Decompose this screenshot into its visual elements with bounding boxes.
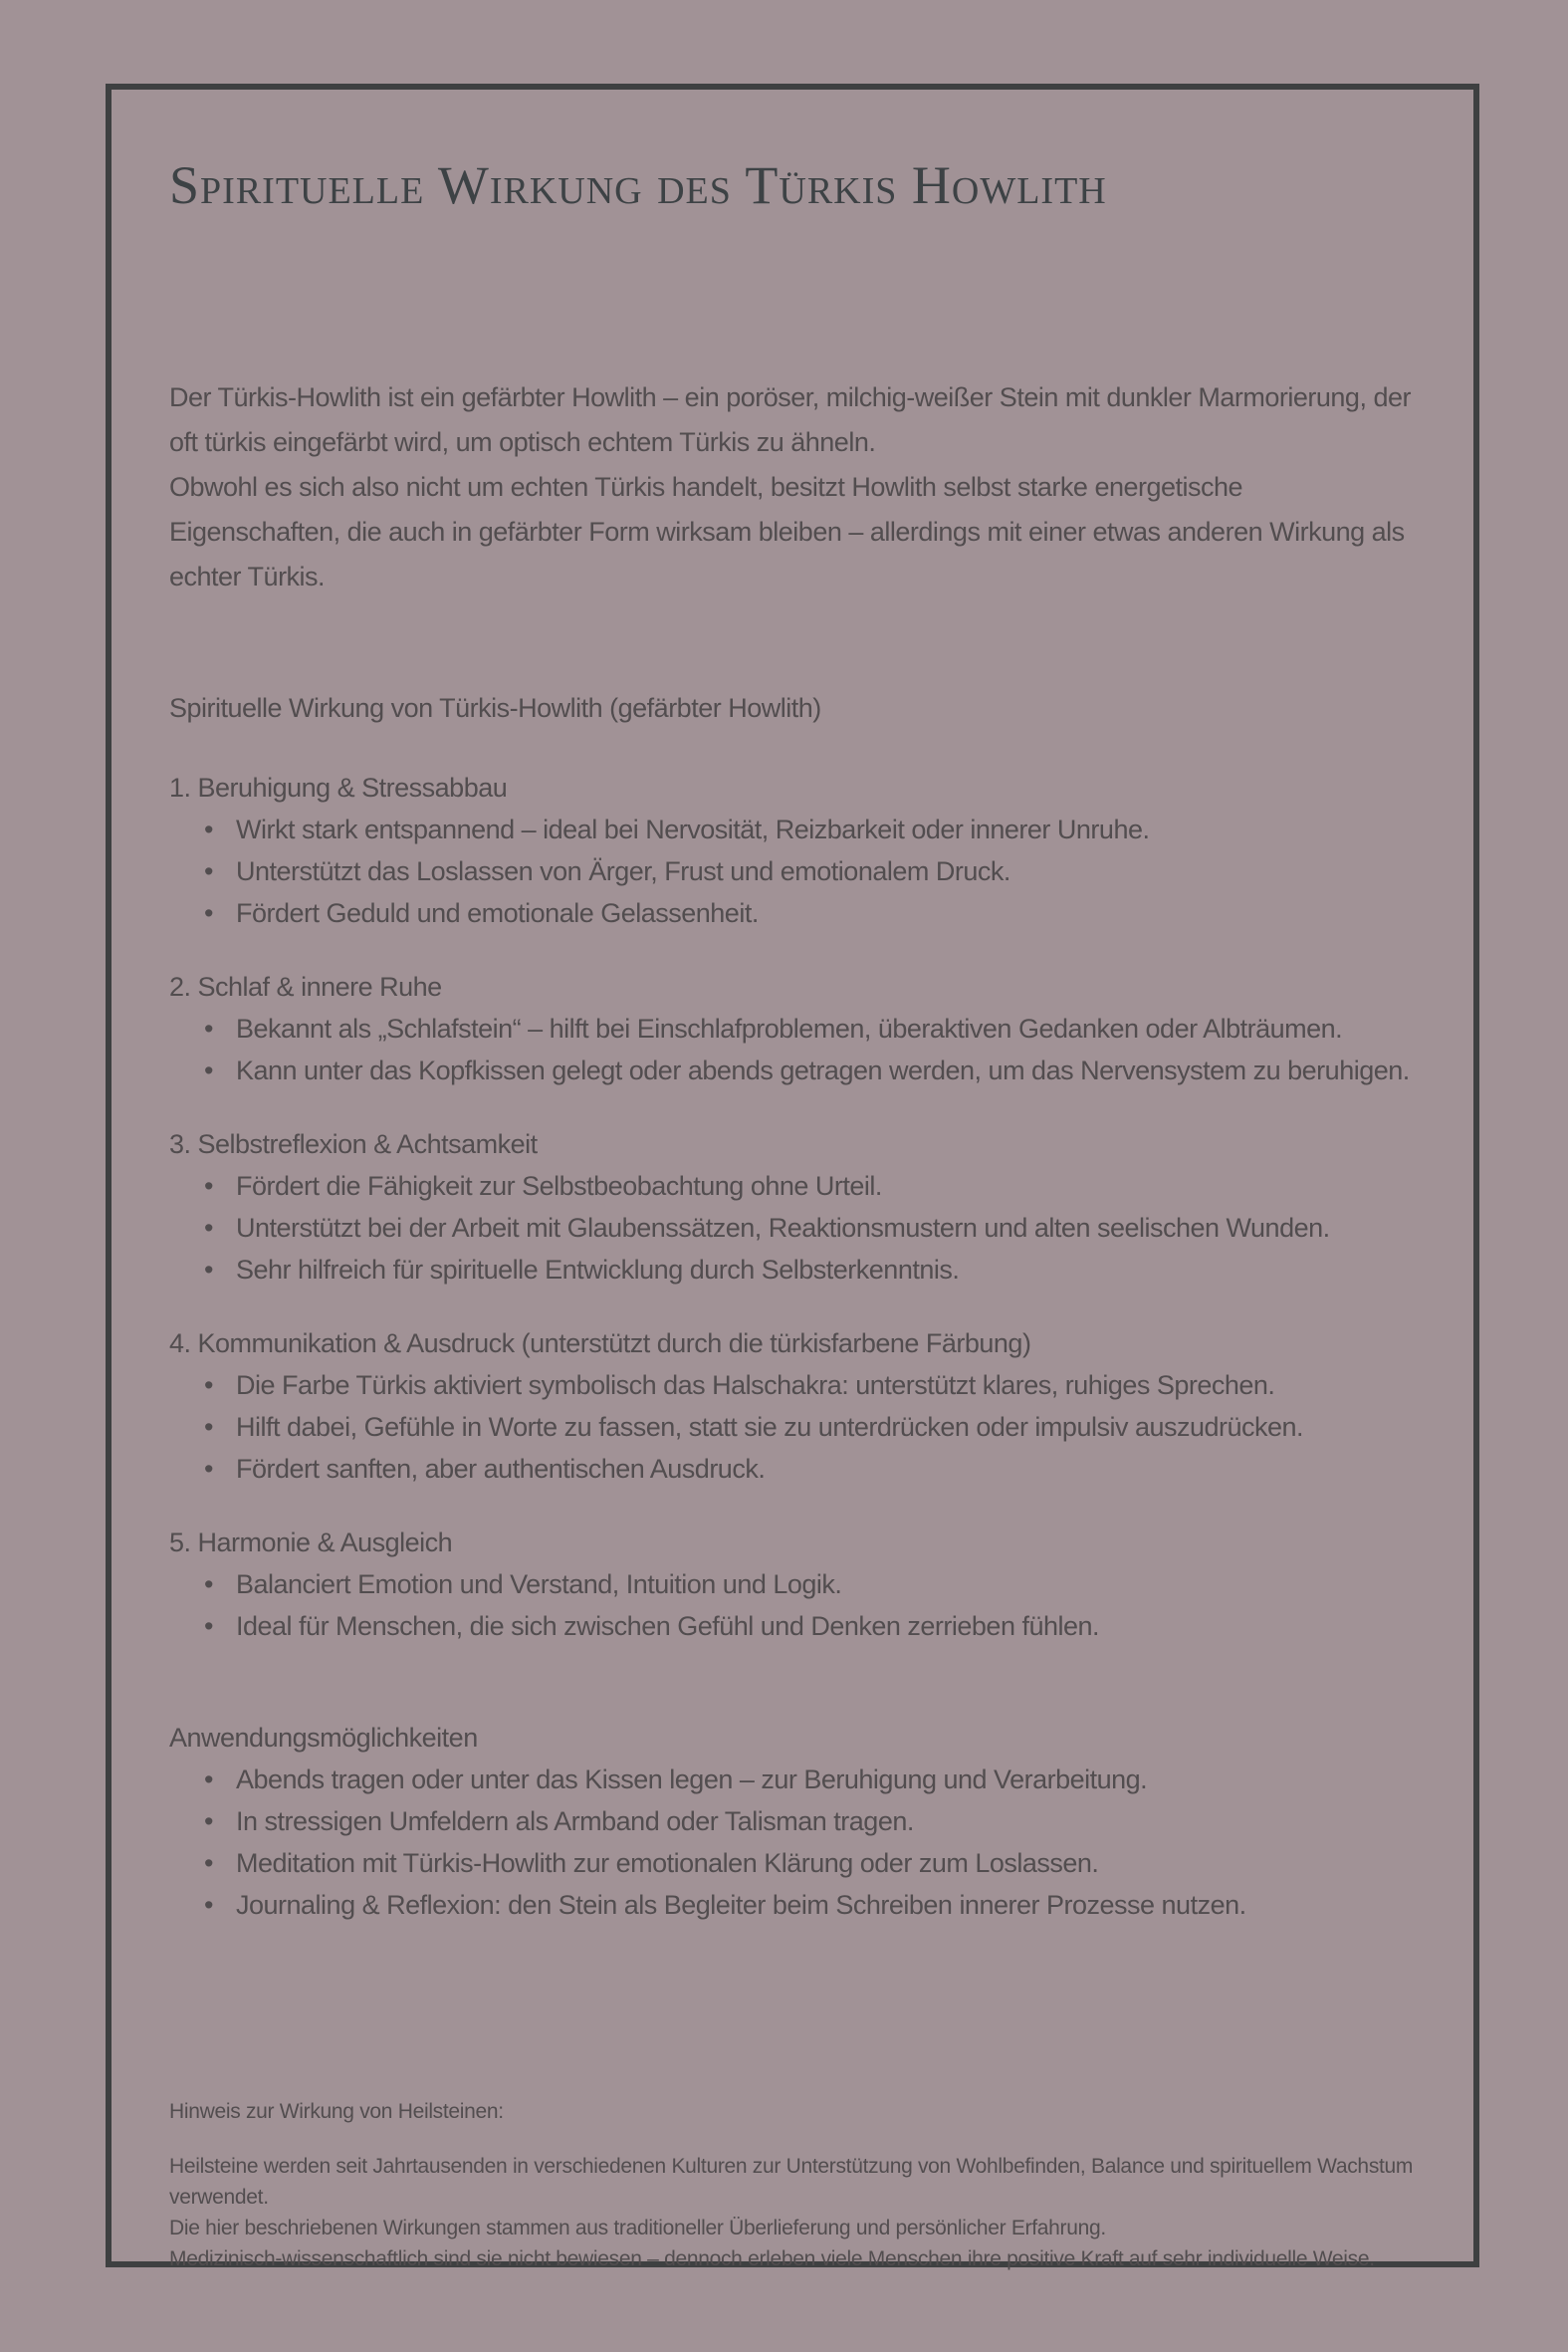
list-item xyxy=(204,1563,1420,1605)
document-frame xyxy=(106,84,1479,2270)
bullet-icon: • xyxy=(204,1847,213,1878)
section xyxy=(169,966,1420,1091)
bullet-list xyxy=(169,1364,1420,1490)
bullet-icon: • xyxy=(204,1764,213,1794)
bullet-icon: • xyxy=(204,1889,213,1920)
section-heading: 1. Beruhigung & Stressabbau xyxy=(169,772,508,803)
footer-line: Die hier beschriebenen Wirkungen stammen aus traditioneller Überlieferung und persönlicher Erfahrung. xyxy=(169,2216,1106,2239)
list-item xyxy=(204,1842,1420,1884)
numbered-sections xyxy=(169,767,1420,1647)
bullet-list xyxy=(169,1165,1420,1291)
bullet-icon: • xyxy=(204,1453,213,1484)
section-heading: 5. Harmonie & Ausgleich xyxy=(169,1527,453,1557)
intro-paragraphs xyxy=(169,375,1420,599)
section xyxy=(169,1123,1420,1291)
bullet-icon: • xyxy=(204,1805,213,1836)
section-heading: 3. Selbstreflexion & Achtsamkeit xyxy=(169,1128,538,1159)
list-item xyxy=(204,1249,1420,1291)
list-item-text: Unterstützt bei der Arbeit mit Glaubenssätzen, Reaktionsmustern und alten seelischen Wunden. xyxy=(236,1212,1330,1243)
bullet-list xyxy=(169,1759,1420,1926)
list-item-text: Meditation mit Türkis-Howlith zur emotionalen Klärung oder zum Loslassen. xyxy=(236,1847,1099,1878)
list-item-text: Journaling & Reflexion: den Stein als Begleiter beim Schreiben innerer Prozesse nutzen. xyxy=(236,1889,1246,1920)
list-item xyxy=(204,1008,1420,1050)
list-item-text: Sehr hilfreich für spirituelle Entwicklung durch Selbsterkenntnis. xyxy=(236,1254,960,1285)
list-item xyxy=(204,1448,1420,1490)
list-item xyxy=(204,809,1420,850)
usage-heading: Anwendungsmöglichkeiten xyxy=(169,1722,478,1753)
list-item-text: Ideal für Menschen, die sich zwischen Gefühl und Denken zerrieben fühlen. xyxy=(236,1610,1100,1641)
list-item xyxy=(204,1884,1420,1926)
list-item-text: Unterstützt das Loslassen von Ärger, Frust und emotionalem Druck. xyxy=(236,855,1010,886)
list-item-text: In stressigen Umfeldern als Armband oder Talisman tragen. xyxy=(236,1805,914,1836)
list-item-text: Abends tragen oder unter das Kissen legen – zur Beruhigung und Verarbeitung. xyxy=(236,1764,1148,1794)
section xyxy=(169,1522,1420,1647)
bullet-icon: • xyxy=(204,814,213,844)
list-item-text: Hilft dabei, Gefühle in Worte zu fassen, statt sie zu unterdrücken oder impulsiv auszudrücken. xyxy=(236,1411,1304,1442)
section xyxy=(169,767,1420,934)
usage-section xyxy=(169,1717,1420,1926)
list-item-text: Fördert Geduld und emotionale Gelassenheit. xyxy=(236,897,759,928)
bullet-icon: • xyxy=(204,1013,213,1044)
bullet-icon: • xyxy=(204,1610,213,1641)
bullet-icon: • xyxy=(204,1055,213,1085)
list-item xyxy=(204,1165,1420,1207)
list-item xyxy=(204,1406,1420,1448)
bullet-icon: • xyxy=(204,1254,213,1285)
footer-heading: Hinweis zur Wirkung von Heilsteinen: xyxy=(169,2099,504,2123)
list-item xyxy=(204,1364,1420,1406)
section-heading: 2. Schlaf & innere Ruhe xyxy=(169,971,442,1002)
bullet-icon: • xyxy=(204,1568,213,1599)
list-item xyxy=(204,1759,1420,1800)
bullet-icon: • xyxy=(204,1170,213,1201)
section-list-heading: Spirituelle Wirkung von Türkis-Howlith (gefärbter Howlith) xyxy=(169,692,821,723)
section-heading: 4. Kommunikation & Ausdruck (unterstützt durch die türkisfarbene Färbung) xyxy=(169,1327,1031,1358)
intro-paragraph: Der Türkis-Howlith ist ein gefärbter Howlith – ein poröser, milchig-weißer Stein mit dunkler Marmorierung, der oft türkis eingefärbt wird, um optisch echtem Türkis zu ähneln. xyxy=(169,381,1411,457)
section xyxy=(169,1322,1420,1490)
footer-disclaimer xyxy=(169,2151,1420,2274)
list-item xyxy=(204,1800,1420,1842)
bullet-icon: • xyxy=(204,1411,213,1442)
list-item-text: Fördert die Fähigkeit zur Selbstbeobachtung ohne Urteil. xyxy=(236,1170,882,1201)
footer xyxy=(169,2097,1420,2274)
list-item-text: Die Farbe Türkis aktiviert symbolisch das Halschakra: unterstützt klares, ruhiges Sprechen. xyxy=(236,1369,1275,1400)
document-content xyxy=(112,90,1473,2274)
bullet-list xyxy=(169,1008,1420,1091)
bullet-list xyxy=(169,809,1420,934)
list-item-text: Wirkt stark entspannend – ideal bei Nervosität, Reizbarkeit oder innerer Unruhe. xyxy=(236,814,1150,844)
list-item-text: Bekannt als „Schlafstein“ – hilft bei Einschlafproblemen, überaktiven Gedanken oder Albträumen. xyxy=(236,1013,1343,1044)
list-item-text: Kann unter das Kopfkissen gelegt oder abends getragen werden, um das Nervensystem zu beruhigen. xyxy=(236,1055,1410,1085)
footer-line: Heilsteine werden seit Jahrtausenden in verschiedenen Kulturen zur Unterstützung von Wohlbefinden, Balance und spirituellem Wachstum verwendet. xyxy=(169,2154,1414,2209)
bullet-icon: • xyxy=(204,1212,213,1243)
list-item xyxy=(204,850,1420,892)
list-item-text: Fördert sanften, aber authentischen Ausdruck. xyxy=(236,1453,766,1484)
list-item xyxy=(204,892,1420,934)
bullet-icon: • xyxy=(204,897,213,928)
intro-paragraph: Obwohl es sich also nicht um echten Türkis handelt, besitzt Howlith selbst starke energetische Eigenschaften, die auch in gefärbter Form wirksam bleiben – allerdings mit einer etwas anderen Wirkung als echter Türkis. xyxy=(169,471,1405,591)
bullet-icon: • xyxy=(204,1369,213,1400)
footer-line: Medizinisch-wissenschaftlich sind sie nicht bewiesen – dennoch erleben viele Menschen ihre positive Kraft auf sehr individuelle Weise. xyxy=(169,2246,1375,2270)
list-item xyxy=(204,1605,1420,1647)
list-item xyxy=(204,1207,1420,1249)
bullet-list xyxy=(169,1563,1420,1647)
bullet-icon: • xyxy=(204,855,213,886)
page-title: Spirituelle Wirkung des Türkis Howlith xyxy=(169,155,1107,215)
list-item-text: Balanciert Emotion und Verstand, Intuition und Logik. xyxy=(236,1568,842,1599)
list-item xyxy=(204,1050,1420,1091)
